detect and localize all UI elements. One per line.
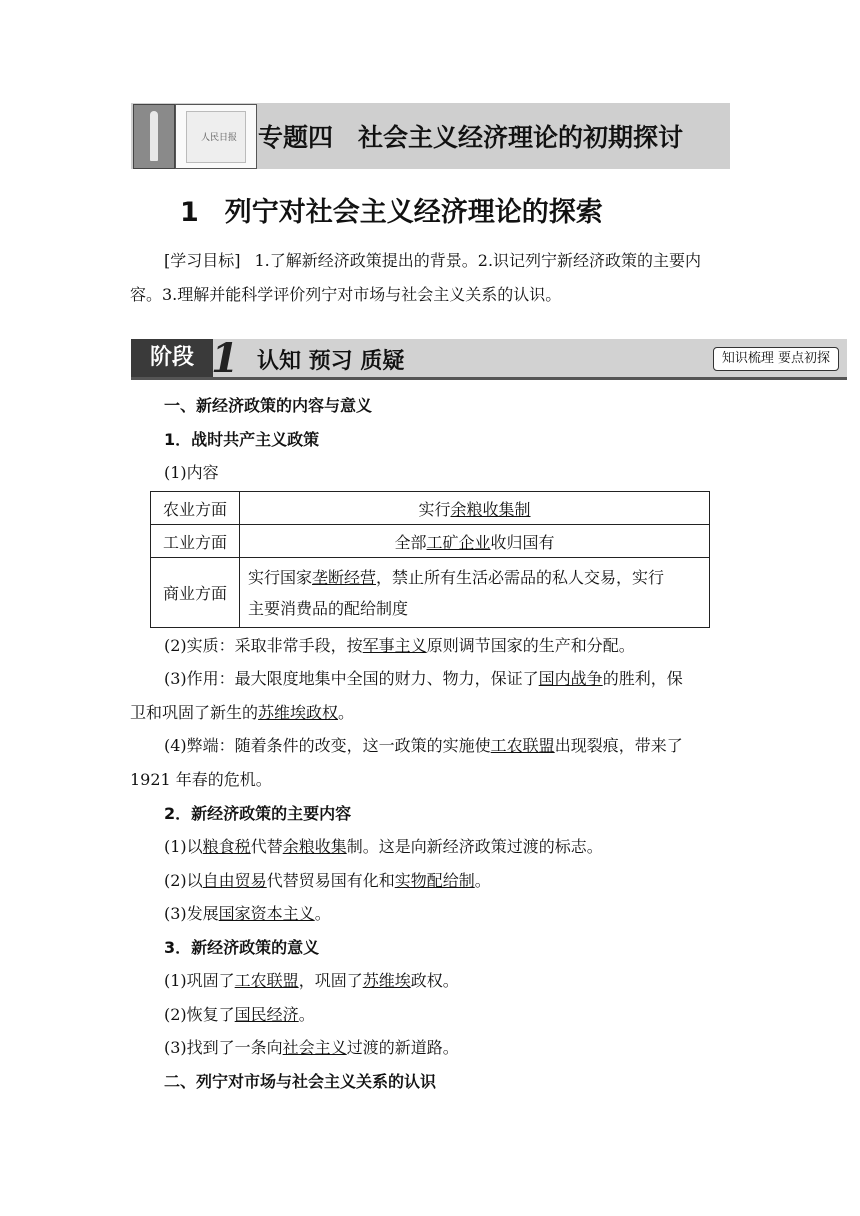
content-label: (1)内容 <box>164 463 219 482</box>
rocket-image <box>133 104 175 169</box>
essence-line: (2)实质：采取非常手段，按军事主义原则调节国家的生产和分配。 <box>164 636 635 655</box>
table-value: 实行国家垄断经营，禁止所有生活必需品的私人交易，实行 主要消费品的配给制度 <box>240 558 710 628</box>
table-row <box>151 492 710 525</box>
goals-label: [学习目标] <box>164 251 241 270</box>
stage-bar <box>131 335 847 382</box>
stage-tag: 阶段 <box>131 339 213 377</box>
table-key: 工业方面 <box>151 525 240 558</box>
book-label: 人民日报 <box>201 133 238 143</box>
stage-number: 1 <box>211 335 239 382</box>
topic-title: 专题四 社会主义经济理论的初期探讨 <box>258 123 684 152</box>
list-item: (1)巩固了工农联盟，巩固了苏维埃政权。 <box>164 971 459 990</box>
list-item: (2)以自由贸易代替贸易国有化和实物配给制。 <box>164 871 491 890</box>
list-item: (1)以粮食税代替余粮收集制。这是向新经济政策过渡的标志。 <box>164 837 603 856</box>
stage-subtitle-badge: 知识梳理 要点初探 <box>713 347 839 371</box>
book-image <box>175 104 257 169</box>
section-heading: 二、列宁对市场与社会主义关系的认识 <box>164 1072 437 1091</box>
policy-table <box>150 491 710 628</box>
lesson-number: 1 <box>180 197 199 228</box>
table-row <box>151 558 710 628</box>
lesson-title-text: 列宁对社会主义经济理论的探索 <box>224 197 603 228</box>
lesson-title <box>180 190 603 229</box>
list-item: (2)恢复了国民经济。 <box>164 1005 315 1024</box>
subsection-heading: 3．新经济政策的意义 <box>164 938 320 957</box>
learning-goals <box>130 244 730 312</box>
section-heading: 一、新经济政策的内容与意义 <box>164 396 373 415</box>
list-item: (3)发展国家资本主义。 <box>164 904 331 923</box>
table-row <box>151 525 710 558</box>
list-item: (3)找到了一条向社会主义过渡的新道路。 <box>164 1038 459 1057</box>
effect-line: (3)作用：最大限度地集中全国的财力、物力，保证了国内战争的胜利，保 <box>164 669 683 688</box>
drawback-line: (4)弊端：随着条件的改变，这一政策的实施使工农联盟出现裂痕，带来了 <box>164 736 683 755</box>
subsection-heading: 2．新经济政策的主要内容 <box>164 804 352 823</box>
subsection-heading: 1．战时共产主义政策 <box>164 430 320 449</box>
rocket-icon <box>150 111 158 161</box>
table-key: 农业方面 <box>151 492 240 525</box>
table-value: 实行余粮收集制 <box>240 492 710 525</box>
stage-title: 认知 预习 质疑 <box>257 349 405 374</box>
book-icon <box>186 111 246 163</box>
table-key: 商业方面 <box>151 558 240 628</box>
effect-line-2: 卫和巩固了新生的苏维埃政权。 <box>130 703 355 722</box>
goals-text: 1.了解新经济政策提出的背景。2.识记列宁新经济政策的主要内容。3.理解并能科学评价列宁对市场与社会主义关系的认识。 <box>130 251 702 304</box>
table-value: 全部工矿企业收归国有 <box>240 525 710 558</box>
drawback-line-2: 1921 年春的危机。 <box>130 770 272 789</box>
